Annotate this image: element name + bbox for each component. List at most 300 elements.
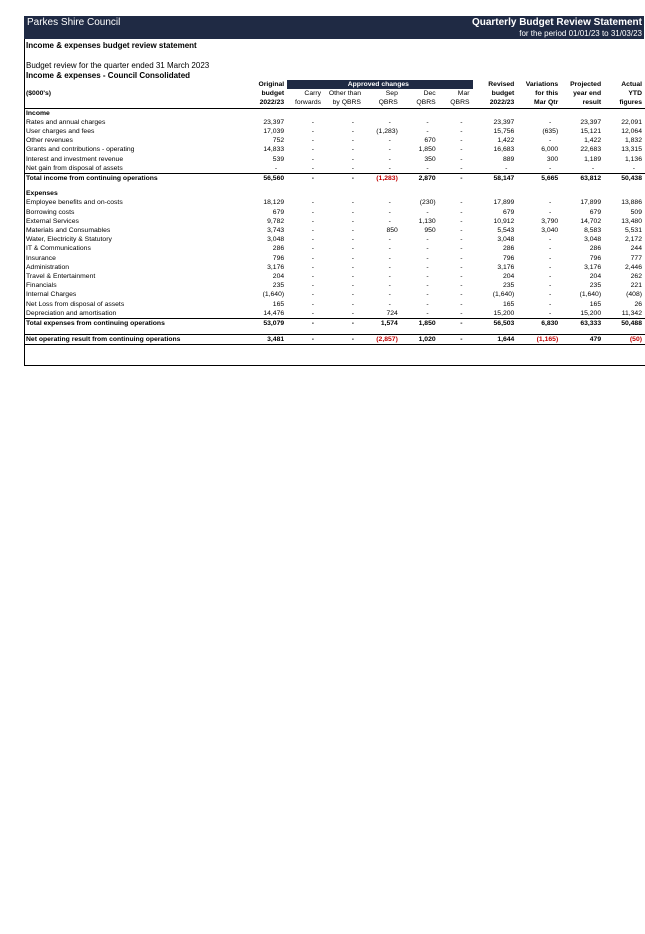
value-cell: 3,176: [584, 263, 602, 271]
value-cell: -: [632, 164, 635, 172]
value-cell: -: [388, 245, 391, 253]
value-cell: 850: [386, 227, 398, 235]
header-row-1: [25, 80, 645, 89]
header-row-3: [25, 98, 645, 108]
page-banner: [24, 16, 644, 39]
empty-cell: [287, 108, 324, 118]
value-cell: -: [287, 174, 324, 184]
value-cell: -: [388, 199, 391, 207]
empty-cell: [604, 189, 645, 198]
value-cell: -: [311, 254, 315, 262]
expense-row: [25, 254, 645, 263]
value-cell: 14,702: [580, 217, 602, 225]
row-label: Internal Charges: [26, 291, 77, 299]
report-title: Quarterly Budget Review Statement: [471, 17, 642, 28]
expense-row: [25, 226, 645, 235]
value-cell: 13,480: [621, 217, 642, 225]
value-cell: -: [324, 335, 364, 345]
header3-col-8: result: [561, 98, 604, 108]
header-blank: [25, 98, 242, 108]
value-cell: 3,040: [541, 227, 559, 235]
statement-scope: Income & expenses - Council Consolidated: [26, 71, 191, 80]
section-heading: Expenses: [26, 190, 58, 198]
expense-row: [25, 281, 645, 290]
value-cell: 9,782: [267, 217, 285, 225]
value-cell: 23,397: [493, 118, 515, 126]
value-cell: -: [351, 199, 354, 207]
value-cell: 300: [546, 155, 559, 163]
value-cell: 58,147: [473, 174, 518, 184]
value-cell: 1,644: [473, 335, 518, 345]
value-cell: -: [351, 300, 354, 308]
value-cell: -: [351, 128, 354, 136]
value-cell: (2,857): [364, 335, 401, 345]
value-cell: 5,665: [517, 174, 561, 184]
value-cell: 26: [634, 300, 642, 308]
value-cell: 3,048: [267, 236, 285, 244]
value-cell: 56,503: [473, 319, 518, 329]
units-label: ($000's): [26, 90, 52, 98]
value-cell: -: [311, 291, 315, 299]
value-cell: -: [311, 300, 315, 308]
value-cell: 14,476: [263, 309, 285, 317]
value-cell: -: [460, 155, 463, 163]
value-cell: -: [426, 309, 429, 317]
value-cell: 1,136: [624, 155, 642, 163]
report-period: for the period 01/01/23 to 31/03/23: [519, 29, 642, 38]
value-cell: -: [311, 263, 315, 271]
value-cell: 1,422: [584, 137, 602, 145]
value-cell: -: [460, 300, 463, 308]
empty-cell: [473, 189, 518, 198]
header3-col-2: by QBRS: [324, 98, 364, 108]
council-name: Parkes Shire Council: [27, 17, 121, 28]
expense-row: [25, 208, 645, 217]
value-cell: -: [439, 335, 473, 345]
value-cell: 1,130: [418, 217, 436, 225]
value-cell: 17,899: [580, 199, 602, 207]
row-label: Depreciation and amortisation: [26, 309, 117, 317]
value-cell: 1,189: [584, 155, 602, 163]
value-cell: -: [311, 155, 315, 163]
value-cell: -: [351, 263, 354, 271]
value-cell: -: [311, 236, 315, 244]
value-cell: -: [460, 309, 463, 317]
row-label: IT & Communications: [26, 245, 91, 253]
value-cell: 679: [272, 208, 285, 216]
value-cell: 889: [502, 155, 515, 163]
value-cell: 17,039: [263, 128, 285, 136]
section-heading: Income: [26, 109, 50, 117]
value-cell: -: [426, 236, 429, 244]
empty-cell: [364, 108, 401, 118]
value-cell: -: [460, 208, 463, 216]
value-cell: 350: [424, 155, 436, 163]
empty-cell: [287, 189, 324, 198]
value-cell: -: [388, 164, 391, 172]
value-cell: -: [426, 300, 429, 308]
header-col-8: Projected: [570, 81, 602, 88]
value-cell: -: [426, 118, 429, 126]
value-cell: 679: [502, 208, 515, 216]
expense-row: [25, 300, 645, 309]
row-label: User charges and fees: [26, 128, 95, 136]
value-cell: -: [548, 199, 552, 207]
value-cell: 17,899: [493, 199, 515, 207]
value-cell: -: [351, 291, 354, 299]
value-cell: -: [388, 236, 391, 244]
expense-row: [25, 235, 645, 244]
value-cell: -: [324, 174, 364, 184]
header2-col-9: YTD: [628, 90, 642, 98]
row-label: Grants and contributions - operating: [26, 146, 135, 154]
value-cell: -: [388, 282, 391, 290]
value-cell: -: [388, 273, 391, 281]
value-cell: (1,640): [579, 291, 602, 299]
value-cell: -: [460, 146, 463, 154]
value-cell: 235: [502, 282, 515, 290]
empty-cell: [561, 108, 604, 118]
value-cell: 5,543: [497, 227, 515, 235]
income-total-row: [25, 174, 645, 184]
income-row: [25, 164, 645, 174]
value-cell: -: [388, 291, 391, 299]
value-cell: 5,531: [624, 227, 642, 235]
value-cell: 10,912: [493, 217, 515, 225]
value-cell: -: [351, 217, 354, 225]
value-cell: -: [548, 254, 552, 262]
value-cell: 6,830: [517, 319, 561, 329]
value-cell: -: [460, 118, 463, 126]
header2-col-2: Other than: [328, 90, 361, 98]
row-label: Water, Electricity & Statutory: [26, 236, 112, 244]
value-cell: 2,172: [624, 236, 642, 244]
value-cell: 8,583: [584, 227, 602, 235]
row-label: Materials and Consumables: [26, 227, 111, 235]
header3-col-4: QBRS: [401, 98, 439, 108]
value-cell: -: [548, 118, 552, 126]
value-cell: 165: [272, 300, 285, 308]
value-cell: 204: [272, 273, 285, 281]
value-cell: -: [311, 245, 315, 253]
row-label: Borrowing costs: [26, 208, 75, 216]
value-cell: -: [460, 128, 463, 136]
empty-cell: [324, 189, 364, 198]
row-label: External Services: [26, 217, 79, 225]
value-cell: -: [548, 263, 552, 271]
header-blank: [25, 80, 242, 89]
value-cell: 1,850: [418, 146, 436, 154]
value-cell: 539: [272, 155, 285, 163]
value-cell: 12,064: [621, 128, 642, 136]
empty-cell: [561, 189, 604, 198]
value-cell: -: [351, 155, 354, 163]
value-cell: (230): [419, 199, 436, 207]
value-cell: (50): [604, 335, 645, 345]
value-cell: 1,422: [497, 137, 515, 145]
value-cell: -: [426, 208, 429, 216]
value-cell: 3,176: [267, 263, 285, 271]
row-label: Net gain from disposal of assets: [26, 164, 123, 172]
header3-col-9: figures: [604, 98, 645, 108]
row-label: Other revenues: [26, 137, 73, 145]
value-cell: 53,079: [242, 319, 287, 329]
value-cell: 1,832: [624, 137, 642, 145]
value-cell: 165: [502, 300, 515, 308]
empty-cell: [439, 108, 473, 118]
header3-col-6: 2022/23: [473, 98, 518, 108]
value-cell: -: [311, 128, 315, 136]
value-cell: -: [388, 300, 391, 308]
value-cell: 235: [589, 282, 602, 290]
value-cell: 3,048: [584, 236, 602, 244]
value-cell: -: [460, 164, 463, 172]
value-cell: 22,091: [621, 118, 642, 126]
statement-subtitle: Budget review for the quarter ended 31 March 2023: [26, 61, 210, 70]
value-cell: -: [388, 137, 391, 145]
header3-col-3: QBRS: [364, 98, 401, 108]
header2-col-0: budget: [261, 90, 285, 98]
value-cell: -: [311, 164, 315, 172]
value-cell: -: [426, 273, 429, 281]
value-cell: 15,200: [493, 309, 515, 317]
value-cell: -: [426, 245, 429, 253]
expense-row: [25, 217, 645, 226]
value-cell: -: [351, 208, 354, 216]
value-cell: -: [505, 164, 508, 172]
empty-cell: [324, 108, 364, 118]
value-cell: -: [548, 273, 552, 281]
empty-cell: [364, 189, 401, 198]
empty-cell: [604, 108, 645, 118]
value-cell: -: [351, 245, 354, 253]
value-cell: 286: [502, 245, 515, 253]
value-cell: -: [351, 236, 354, 244]
value-cell: 3,481: [242, 335, 287, 345]
value-cell: 286: [589, 245, 602, 253]
empty-cell: [242, 189, 287, 198]
value-cell: -: [460, 263, 463, 271]
expenses-heading: [25, 189, 645, 198]
value-cell: -: [388, 155, 391, 163]
empty-cell: [401, 189, 439, 198]
value-cell: 50,438: [604, 174, 645, 184]
value-cell: 796: [589, 254, 602, 262]
row-label: Rates and annual charges: [26, 118, 106, 126]
income-row: [25, 145, 645, 154]
value-cell: 1,020: [401, 335, 439, 345]
value-cell: 15,200: [580, 309, 602, 317]
value-cell: -: [351, 118, 354, 126]
value-cell: -: [548, 164, 552, 172]
header2-col-1: Carry: [304, 90, 322, 98]
value-cell: -: [324, 319, 364, 329]
value-cell: -: [311, 282, 315, 290]
value-cell: -: [548, 300, 552, 308]
value-cell: -: [426, 291, 429, 299]
value-cell: -: [351, 137, 354, 145]
value-cell: -: [311, 309, 315, 317]
budget-table: [25, 80, 645, 345]
value-cell: 2,446: [624, 263, 642, 271]
value-cell: -: [460, 273, 463, 281]
value-cell: -: [351, 309, 354, 317]
header-col-6: Revised: [488, 81, 515, 88]
value-cell: 23,397: [263, 118, 285, 126]
value-cell: -: [287, 335, 324, 345]
net-result-row: [25, 335, 645, 345]
value-cell: -: [274, 164, 278, 172]
value-cell: -: [388, 146, 391, 154]
value-cell: -: [351, 273, 354, 281]
row-label: Total income from continuing operations: [25, 174, 242, 184]
value-cell: 777: [630, 254, 642, 262]
header2-col-6: budget: [491, 90, 515, 98]
value-cell: (1,283): [364, 174, 401, 184]
value-cell: 679: [589, 208, 602, 216]
value-cell: -: [548, 208, 552, 216]
value-cell: -: [548, 309, 552, 317]
value-cell: 1,850: [401, 319, 439, 329]
header2-col-3: Sep: [385, 90, 398, 98]
value-cell: -: [460, 137, 463, 145]
value-cell: 950: [424, 227, 436, 235]
income-heading: [25, 108, 645, 118]
row-label: Net Loss from disposal of assets: [26, 300, 125, 308]
value-cell: 11,342: [621, 309, 642, 317]
value-cell: 3,743: [267, 227, 285, 235]
value-cell: 56,560: [242, 174, 287, 184]
value-cell: -: [351, 146, 354, 154]
approved-changes-heading: Approved changes: [287, 80, 472, 89]
expense-row: [25, 263, 645, 272]
value-cell: -: [351, 164, 354, 172]
value-cell: -: [426, 263, 429, 271]
value-cell: -: [388, 254, 391, 262]
value-cell: 50,488: [604, 319, 645, 329]
value-cell: -: [460, 236, 463, 244]
value-cell: 204: [502, 273, 515, 281]
header2-col-8: year end: [573, 90, 602, 98]
income-row: [25, 127, 645, 136]
empty-cell: [401, 108, 439, 118]
value-cell: 2,870: [401, 174, 439, 184]
value-cell: -: [311, 227, 315, 235]
value-cell: 14,833: [263, 146, 285, 154]
row-label: Financials: [26, 282, 57, 290]
value-cell: (1,283): [376, 128, 398, 136]
value-cell: -: [460, 199, 463, 207]
empty-cell: [517, 189, 561, 198]
value-cell: 796: [272, 254, 285, 262]
row-label: Employee benefits and on-costs: [26, 199, 123, 207]
value-cell: 509: [630, 208, 642, 216]
value-cell: -: [388, 118, 391, 126]
value-cell: -: [426, 128, 429, 136]
row-label: Interest and investment revenue: [26, 155, 124, 163]
value-cell: (408): [626, 291, 642, 299]
value-cell: -: [460, 282, 463, 290]
header3-col-7: Mar Qtr: [517, 98, 561, 108]
value-cell: 479: [561, 335, 604, 345]
header-col-7: Variations: [525, 81, 559, 88]
value-cell: 796: [502, 254, 515, 262]
value-cell: -: [311, 273, 315, 281]
value-cell: -: [548, 245, 552, 253]
value-cell: 221: [630, 282, 642, 290]
value-cell: -: [548, 291, 552, 299]
value-cell: -: [388, 208, 391, 216]
value-cell: -: [439, 319, 473, 329]
row-label: Administration: [26, 263, 70, 271]
value-cell: (635): [542, 128, 559, 136]
value-cell: 204: [589, 273, 602, 281]
value-cell: 16,683: [493, 146, 515, 154]
value-cell: 670: [424, 137, 436, 145]
value-cell: 63,333: [561, 319, 604, 329]
row-label: Net operating result from continuing operations: [25, 335, 242, 345]
value-cell: 13,886: [621, 199, 642, 207]
value-cell: -: [426, 282, 429, 290]
value-cell: -: [311, 137, 315, 145]
empty-cell: [473, 108, 518, 118]
statement-title: Income & expenses budget review statement: [26, 41, 197, 50]
value-cell: 3,176: [497, 263, 515, 271]
value-cell: 235: [272, 282, 285, 290]
value-cell: 3,790: [541, 217, 559, 225]
value-cell: 724: [386, 309, 398, 317]
value-cell: 15,756: [493, 128, 515, 136]
expense-row: [25, 244, 645, 253]
row-label: Insurance: [26, 254, 56, 262]
value-cell: 13,315: [621, 146, 642, 154]
expense-row: [25, 290, 645, 299]
value-cell: 262: [630, 273, 642, 281]
value-cell: -: [388, 263, 391, 271]
header2-col-4: Dec: [423, 90, 436, 98]
empty-cell: [242, 108, 287, 118]
header-original: Original: [258, 81, 285, 88]
value-cell: -: [311, 217, 315, 225]
header2-col-5: Mar: [457, 90, 470, 98]
value-cell: -: [460, 227, 463, 235]
value-cell: -: [311, 199, 315, 207]
value-cell: 23,397: [580, 118, 602, 126]
value-cell: -: [548, 282, 552, 290]
header3-col-0: 2022/23: [242, 98, 287, 108]
value-cell: -: [460, 254, 463, 262]
value-cell: -: [439, 174, 473, 184]
value-cell: 6,000: [541, 146, 559, 154]
value-cell: -: [426, 164, 429, 172]
value-cell: 165: [589, 300, 602, 308]
empty-cell: [517, 108, 561, 118]
expenses-total-row: [25, 319, 645, 329]
value-cell: 752: [272, 137, 285, 145]
income-row: [25, 118, 645, 127]
header-col-9: Actual: [621, 81, 642, 88]
value-cell: 63,812: [561, 174, 604, 184]
expense-row: [25, 272, 645, 281]
value-cell: -: [351, 254, 354, 262]
value-cell: -: [460, 291, 463, 299]
expense-row: [25, 309, 645, 319]
value-cell: -: [351, 282, 354, 290]
value-cell: -: [311, 146, 315, 154]
header-row-2: [25, 89, 645, 98]
value-cell: 244: [630, 245, 642, 253]
value-cell: 15,121: [580, 128, 602, 136]
